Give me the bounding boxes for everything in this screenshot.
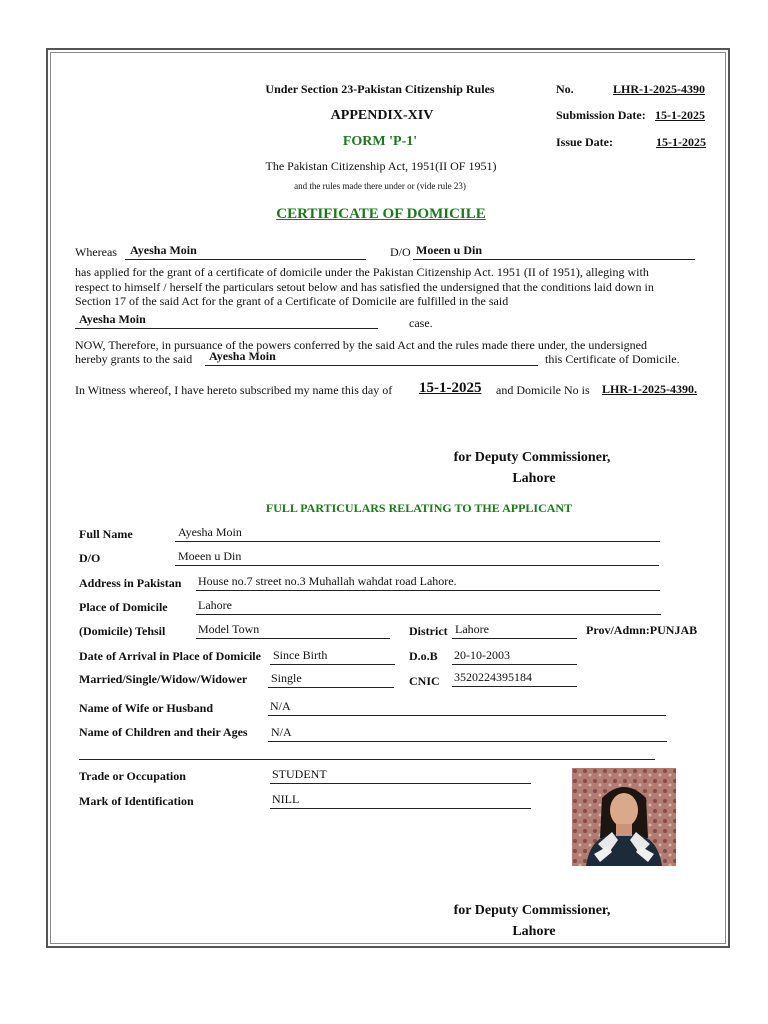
witness-prefix: In Witness whereof, I have hereto subscribed my name this day of	[75, 383, 393, 397]
signature-city: Lahore	[512, 471, 556, 486]
place-label: Place of Domicile	[79, 600, 168, 614]
children-label: Name of Children and their Ages	[79, 725, 248, 739]
dob-value: 20-10-2003	[454, 648, 510, 662]
signature-title-bottom: for Deputy Commissioner,	[453, 903, 611, 918]
particulars-heading: FULL PARTICULARS RELATING TO THE APPLICANT	[265, 501, 573, 515]
arrival-field	[270, 648, 395, 665]
paragraph-grant-line: NOW, Therefore, in pursuance of the powers conferred by the said Act and the rules made there under, the undersigned	[75, 338, 647, 352]
mark-label: Mark of Identification	[79, 794, 194, 808]
whereas-name: Ayesha Moin	[130, 243, 197, 257]
submission-date: 15-1-2025	[655, 108, 705, 122]
appendix-title: APPENDIX-XIV	[330, 108, 434, 123]
paragraph-application	[75, 265, 654, 309]
district-value: Lahore	[455, 622, 489, 636]
do-label: D/O	[390, 245, 411, 259]
issue-date: 15-1-2025	[656, 135, 706, 149]
paragraph-line: has applied for the grant of a certificate of domicile under the Pakistan Citizenship Act. 1951 (II of 1951), alleging with	[75, 265, 649, 279]
children-value: N/A	[271, 725, 292, 739]
paragraph-line: respect to himself / herself the particulars setout below and has satisfied the undersigned that the conditions laid down in	[75, 279, 654, 294]
paragraph-line: Section 17 of the said Act for the grant of a Certificate of Domicile are fulfilled in the said	[75, 294, 509, 308]
certificate-number: LHR-1-2025-4390	[613, 82, 705, 96]
signature-title: for Deputy Commissioner,	[453, 450, 611, 465]
spouse-label: Name of Wife or Husband	[79, 701, 214, 715]
district-label: District	[409, 624, 448, 638]
issue-date-label: Issue Date:	[556, 135, 613, 149]
dob-label: D.o.B	[409, 649, 438, 663]
arrival-label: Date of Arrival in Place of Domicile	[79, 649, 261, 663]
place-field	[196, 598, 661, 615]
place-value: Lahore	[198, 598, 232, 612]
marital-value: Single	[271, 671, 302, 685]
witness-date: 15-1-2025	[419, 380, 482, 396]
case-label: case.	[409, 316, 433, 330]
domicile-number: LHR-1-2025-4390.	[602, 382, 697, 396]
cnic-label: CNIC	[409, 674, 440, 688]
grant-name: Ayesha Moin	[209, 349, 276, 363]
signature-city-bottom: Lahore	[512, 924, 556, 939]
tehsil-value: Model Town	[198, 622, 260, 636]
spouse-field	[268, 699, 666, 716]
case-name: Ayesha Moin	[79, 312, 146, 326]
whereas-name-field	[125, 243, 366, 260]
witness-mid: and Domicile No is	[496, 383, 590, 397]
trade-label: Trade or Occupation	[79, 769, 186, 783]
certificate-title: CERTIFICATE OF DOMICILE	[276, 206, 486, 222]
marital-field	[268, 671, 394, 688]
full-name-field	[175, 525, 660, 542]
children-extra-line	[79, 743, 655, 760]
grant-suffix: this Certificate of Domicile.	[545, 352, 680, 366]
full-name-label: Full Name	[79, 527, 133, 541]
section-heading: Under Section 23-Pakistan Citizenship Rules	[265, 82, 495, 96]
applicant-photo	[572, 768, 676, 866]
district-field	[452, 622, 577, 639]
mark-value: NILL	[272, 792, 300, 806]
submission-date-label: Submission Date:	[556, 108, 646, 122]
province: Prov/Admn:PUNJAB	[586, 623, 698, 637]
trade-field	[270, 767, 531, 784]
case-name-field	[75, 312, 378, 329]
address-label: Address in Pakistan	[79, 576, 182, 590]
marital-label: Married/Single/Widow/Widower	[79, 672, 248, 686]
cnic-value: 3520224395184	[454, 670, 532, 684]
act-reference: The Pakistan Citizenship Act, 1951(II OF 1951)	[265, 159, 497, 173]
grant-prefix: hereby grants to the said	[75, 352, 193, 366]
address-value: House no.7 street no.3 Muhallah wahdat road Lahore.	[198, 574, 457, 588]
father-name-value: Moeen u Din	[178, 549, 242, 563]
spouse-value: N/A	[270, 699, 291, 713]
full-name-value: Ayesha Moin	[178, 525, 242, 539]
mark-field	[270, 792, 531, 809]
dob-field	[452, 648, 577, 665]
form-title: FORM 'P-1'	[342, 134, 418, 149]
grant-name-field	[205, 349, 538, 366]
do-value: Moeen u Din	[416, 243, 482, 257]
whereas-label: Whereas	[75, 245, 117, 259]
children-field	[268, 725, 667, 742]
trade-value: STUDENT	[272, 767, 327, 781]
father-name-label: D/O	[79, 551, 101, 565]
rules-reference: and the rules made there under or (vide rule 23)	[294, 181, 466, 191]
cnic-field	[452, 670, 577, 687]
number-label: No.	[556, 82, 574, 96]
tehsil-label: (Domicile) Tehsil	[79, 624, 166, 638]
father-name-field	[175, 549, 659, 566]
do-field	[413, 243, 695, 260]
applicant-photo-graphic	[572, 768, 676, 866]
tehsil-field	[196, 622, 390, 639]
arrival-value: Since Birth	[273, 648, 328, 662]
address-field	[196, 574, 660, 591]
